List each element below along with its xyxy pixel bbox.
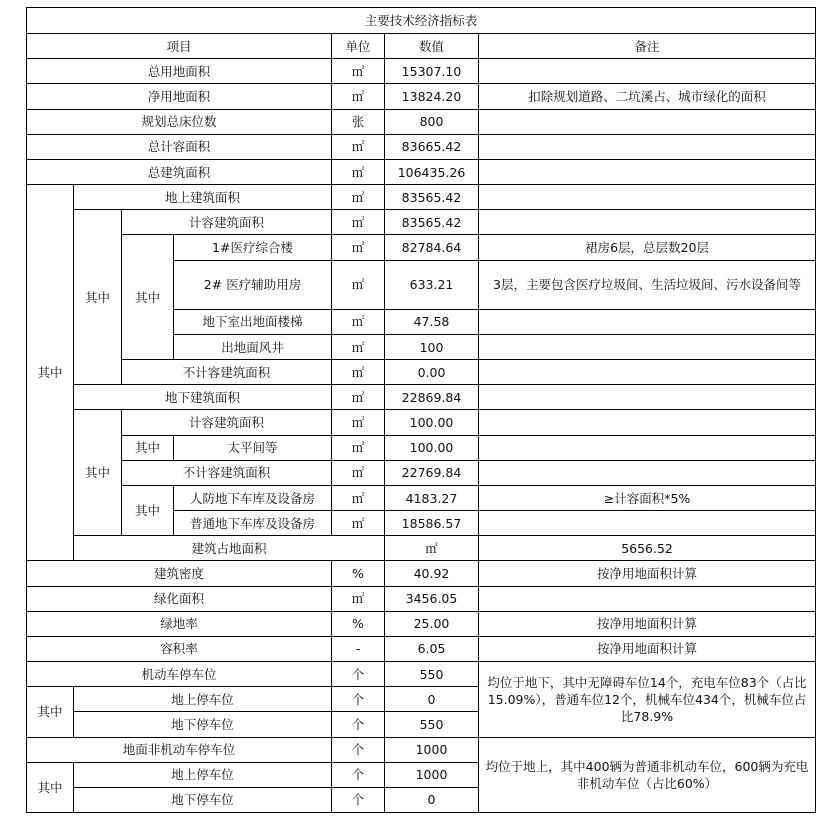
- table-row: [27, 84, 816, 109]
- row-unit: ㎡: [332, 435, 385, 460]
- row-value: 1000: [385, 737, 479, 762]
- group-label: 其中: [122, 435, 174, 460]
- row-unit: -: [332, 636, 385, 661]
- row-value: 106435.26: [385, 159, 479, 184]
- row-value: 25.00: [385, 611, 479, 636]
- group-label: 其中: [74, 210, 122, 385]
- row-value: 22769.84: [385, 460, 479, 485]
- row-value: 4183.27: [385, 485, 479, 510]
- row-value: 0: [385, 787, 479, 812]
- row-label: 地上停车位: [74, 762, 332, 787]
- row-unit: %: [332, 611, 385, 636]
- table-row: [27, 586, 816, 611]
- header-note: 备注: [479, 34, 816, 59]
- row-unit: ㎡: [332, 260, 385, 309]
- row-value: 3456.05: [385, 586, 479, 611]
- table-row: [27, 210, 816, 235]
- row-label: 2# 医疗辅助用房: [174, 260, 332, 309]
- row-unit: ㎡: [332, 59, 385, 84]
- table-row: [27, 435, 816, 460]
- row-unit: 个: [332, 737, 385, 762]
- row-value: 100.00: [385, 435, 479, 460]
- row-unit: ㎡: [332, 134, 385, 159]
- row-unit: ㎡: [332, 235, 385, 260]
- row-label: 绿化面积: [27, 586, 332, 611]
- group-label: 其中: [74, 410, 122, 536]
- row-value: 5656.52: [479, 536, 816, 561]
- row-label: 总建筑面积: [27, 159, 332, 184]
- row-value: 100: [385, 335, 479, 360]
- row-note: 按净用地面积计算: [479, 636, 816, 661]
- row-unit: ㎡: [332, 511, 385, 536]
- row-unit: ㎡: [332, 485, 385, 510]
- row-note: [479, 59, 816, 84]
- row-note: 均位于地上，其中400辆为普通非机动车位，600辆为充电非机动车位（占比60%）: [479, 737, 816, 812]
- header-value: 数值: [385, 34, 479, 59]
- row-value: 40.92: [385, 561, 479, 586]
- row-note: [479, 410, 816, 435]
- row-value: 15307.10: [385, 59, 479, 84]
- row-value: 1000: [385, 762, 479, 787]
- row-value: 550: [385, 662, 479, 687]
- row-label: 出地面风井: [174, 335, 332, 360]
- table-row: [27, 360, 816, 385]
- row-value: 100.00: [385, 410, 479, 435]
- row-label: 建筑密度: [27, 561, 332, 586]
- table-row: [27, 235, 816, 260]
- header-row: [27, 34, 816, 59]
- table-row: [27, 59, 816, 84]
- row-label: 总计容面积: [27, 134, 332, 159]
- table-row: [27, 636, 816, 661]
- table-row: [27, 385, 816, 410]
- row-unit: 个: [332, 712, 385, 737]
- row-unit: 个: [332, 662, 385, 687]
- row-value: 0: [385, 687, 479, 712]
- row-note: 均位于地下，其中无障碍车位14个，充电车位83个（占比15.09%），普通车位12个，机械车位434个，机械车位占比78.9%: [479, 662, 816, 737]
- group-label: 其中: [122, 485, 174, 535]
- row-label: 人防地下车库及设备房: [174, 485, 332, 510]
- row-note: [479, 586, 816, 611]
- row-unit: ㎡: [332, 586, 385, 611]
- row-label: 计容建筑面积: [122, 410, 332, 435]
- header-item: 项目: [27, 34, 332, 59]
- table-row: [27, 561, 816, 586]
- row-label: 1#医疗综合楼: [174, 235, 332, 260]
- row-note: [479, 385, 816, 410]
- row-label: 地下停车位: [74, 787, 332, 812]
- row-unit: ㎡: [332, 410, 385, 435]
- row-note: [479, 435, 816, 460]
- row-label: 地下室出地面楼梯: [174, 309, 332, 334]
- row-note: [479, 109, 816, 134]
- row-unit: 张: [332, 109, 385, 134]
- row-label: 太平间等: [174, 435, 332, 460]
- table-row: [27, 611, 816, 636]
- row-unit: ㎡: [332, 309, 385, 334]
- group-label: 其中: [122, 235, 174, 360]
- row-unit: ㎡: [332, 210, 385, 235]
- row-label: 绿地率: [27, 611, 332, 636]
- row-unit: 个: [332, 762, 385, 787]
- row-note: [479, 511, 816, 536]
- row-label: 普通地下车库及设备房: [174, 511, 332, 536]
- row-unit: ㎡: [385, 536, 479, 561]
- header-unit: 单位: [332, 34, 385, 59]
- row-label: 建筑占地面积: [74, 536, 385, 561]
- table-row: [27, 737, 816, 762]
- row-note: [479, 460, 816, 485]
- technical-economic-indicators-table: [26, 7, 816, 813]
- row-value: 633.21: [385, 260, 479, 309]
- row-unit: ㎡: [332, 159, 385, 184]
- row-value: 83565.42: [385, 185, 479, 210]
- row-unit: ㎡: [332, 335, 385, 360]
- table-row: [27, 159, 816, 184]
- row-note: 裙房6层，总层数20层: [479, 235, 816, 260]
- row-note: 按净用地面积计算: [479, 561, 816, 586]
- table-row: [27, 134, 816, 159]
- row-unit: 个: [332, 687, 385, 712]
- row-unit: ㎡: [332, 385, 385, 410]
- row-unit: ㎡: [332, 360, 385, 385]
- row-unit: ㎡: [332, 84, 385, 109]
- row-label: 不计容建筑面积: [122, 460, 332, 485]
- row-label: 计容建筑面积: [122, 210, 332, 235]
- row-value: 82784.64: [385, 235, 479, 260]
- table-row: [27, 485, 816, 510]
- row-label: 地上建筑面积: [74, 185, 332, 210]
- table-row: [27, 536, 816, 561]
- row-label: 净用地面积: [27, 84, 332, 109]
- group-label: 其中: [27, 185, 74, 561]
- row-note: [479, 185, 816, 210]
- row-label: 规划总床位数: [27, 109, 332, 134]
- row-value: 550: [385, 712, 479, 737]
- title-row: [27, 8, 816, 34]
- table-title: 主要技术经济指标表: [27, 8, 816, 34]
- row-note: [479, 159, 816, 184]
- row-label: 总用地面积: [27, 59, 332, 84]
- row-unit: 个: [332, 787, 385, 812]
- row-note: [479, 335, 816, 360]
- row-value: 22869.84: [385, 385, 479, 410]
- table-row: [27, 662, 816, 687]
- row-label: 地面非机动车停车位: [27, 737, 332, 762]
- table-row: [27, 410, 816, 435]
- row-value: 0.00: [385, 360, 479, 385]
- row-value: 6.05: [385, 636, 479, 661]
- row-label: 容积率: [27, 636, 332, 661]
- row-note: 扣除规划道路、二坑溪占、城市绿化的面积: [479, 84, 816, 109]
- table-row: [27, 109, 816, 134]
- row-unit: %: [332, 561, 385, 586]
- group-label: 其中: [27, 687, 74, 737]
- row-unit: ㎡: [332, 185, 385, 210]
- row-note: 3层，主要包含医疗垃圾间、生活垃圾间、污水设备间等: [479, 260, 816, 309]
- row-note: [479, 309, 816, 334]
- row-value: 18586.57: [385, 511, 479, 536]
- row-note: 按净用地面积计算: [479, 611, 816, 636]
- group-label: 其中: [27, 762, 74, 812]
- row-label: 地下建筑面积: [74, 385, 332, 410]
- row-label: 地下停车位: [74, 712, 332, 737]
- row-note: [479, 210, 816, 235]
- row-value: 83665.42: [385, 134, 479, 159]
- row-label: 不计容建筑面积: [122, 360, 332, 385]
- row-value: 83565.42: [385, 210, 479, 235]
- row-value: 13824.20: [385, 84, 479, 109]
- row-note: ≥计容面积*5%: [479, 485, 816, 510]
- row-value: 800: [385, 109, 479, 134]
- table-row: [27, 460, 816, 485]
- row-note: [479, 134, 816, 159]
- row-label: 机动车停车位: [27, 662, 332, 687]
- row-value: 47.58: [385, 309, 479, 334]
- row-label: 地上停车位: [74, 687, 332, 712]
- row-unit: ㎡: [332, 460, 385, 485]
- row-note: [479, 360, 816, 385]
- table-row: [27, 185, 816, 210]
